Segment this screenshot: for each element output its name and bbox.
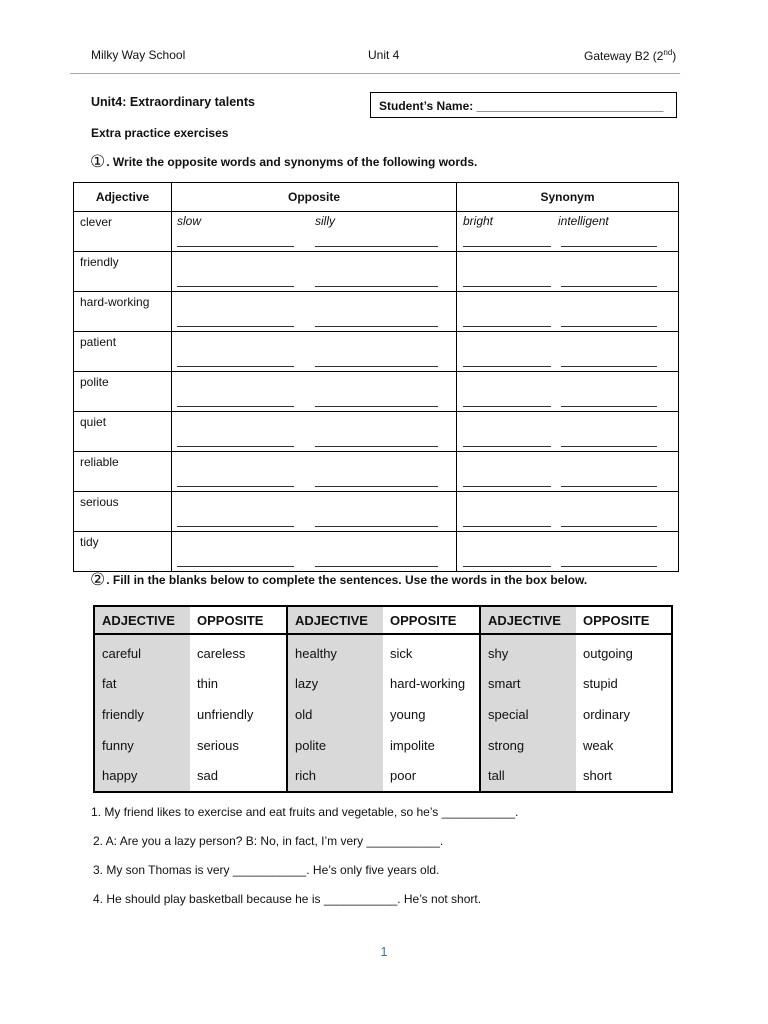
opposite-cell [172, 452, 457, 492]
word-box-row [94, 669, 672, 700]
adjective-word: strong [480, 730, 576, 761]
synonym-blank-1[interactable] [463, 446, 551, 447]
header-synonym: Synonym [457, 183, 679, 212]
adjective-cell: patient [74, 332, 172, 372]
adjective-row [74, 532, 679, 572]
opposite-word: ordinary [583, 706, 630, 722]
synonym-blank-2[interactable] [561, 286, 657, 287]
opposite-word: poor [383, 760, 480, 792]
synonym-blank-1[interactable] [463, 526, 551, 527]
opposite-blank-1[interactable] [177, 446, 294, 447]
synonym-blank-1[interactable] [463, 246, 551, 247]
adjective-cell: polite [74, 372, 172, 412]
section1-number: ① [90, 152, 106, 171]
synonym-blank-2[interactable] [561, 366, 657, 367]
word-box-header: OPPOSITE [383, 606, 480, 634]
synonym-answer-1: bright [463, 214, 494, 228]
opposite-cell [172, 252, 457, 292]
adjective-row [74, 452, 679, 492]
adjective-word: tall [480, 760, 576, 792]
word-box-header: ADJECTIVE [94, 606, 190, 634]
synonym-blank-2[interactable] [561, 566, 657, 567]
synonym-blank-2[interactable] [561, 446, 657, 447]
opposite-word: unfriendly [190, 699, 287, 730]
synonym-cell [457, 332, 679, 372]
opposite-cell [172, 332, 457, 372]
synonym-blank-2[interactable] [561, 526, 657, 527]
school-name: Milky Way School [91, 48, 186, 62]
adjective-cell: hard-working [74, 292, 172, 332]
opposite-word: outgoing [583, 645, 633, 661]
synonym-blank-2[interactable] [561, 326, 657, 327]
synonym-cell [457, 532, 679, 572]
section2-instruction: ②. Fill in the blanks below to complete the sentences. Use the words in the box below. [90, 570, 588, 589]
adjective-word: polite [287, 730, 383, 761]
synonym-cell [457, 452, 679, 492]
word-box-header: OPPOSITE [190, 606, 287, 634]
adjective-cell: reliable [74, 452, 172, 492]
adjective-row [74, 212, 679, 252]
synonym-blank-1[interactable] [463, 566, 551, 567]
opposite-answer-1: slow [177, 214, 202, 228]
synonym-cell [457, 292, 679, 332]
synonym-cell [457, 412, 679, 452]
header-adjective: Adjective [74, 183, 172, 212]
adjective-cell: tidy [74, 532, 172, 572]
header-divider [70, 73, 680, 74]
word-box-row [94, 730, 672, 761]
adjective-row [74, 492, 679, 532]
word-box-row [94, 634, 672, 669]
adjective-row [74, 372, 679, 412]
opposite-blank-2[interactable] [315, 286, 438, 287]
word-box-header: OPPOSITE [576, 606, 672, 634]
opposite-word: short [583, 768, 612, 784]
word-box-table [93, 605, 673, 793]
opposite-answer-2: silly [315, 214, 335, 228]
synonym-blank-2[interactable] [561, 486, 657, 487]
opposite-word: sad [190, 760, 287, 792]
sentence-1: 1. My friend likes to exercise and eat fruits and vegetable, so he’s ___________. [91, 805, 519, 819]
adjective-row [74, 252, 679, 292]
opposite-blank-1[interactable] [177, 406, 294, 407]
adjective-row [74, 332, 679, 372]
opposite-word: hard-working [383, 669, 480, 700]
synonym-opposite-table [73, 182, 679, 572]
synonym-blank-1[interactable] [463, 406, 551, 407]
word-box-header: ADJECTIVE [287, 606, 383, 634]
opposite-cell [172, 532, 457, 572]
student-name-field[interactable]: Student’s Name: ____________________________ [370, 92, 677, 118]
adjective-row [74, 412, 679, 452]
opposite-blank-2[interactable] [315, 366, 438, 367]
page-number: 1 [380, 944, 388, 959]
opposite-word: impolite [383, 730, 480, 761]
synonym-blank-1[interactable] [463, 366, 551, 367]
adjective-word: careful [94, 634, 190, 669]
unit-label: Unit 4 [368, 48, 400, 62]
adjective-cell: friendly [74, 252, 172, 292]
adjective-word: smart [480, 669, 576, 700]
opposite-word: stupid [583, 676, 618, 692]
opposite-cell [172, 492, 457, 532]
synonym-blank-1[interactable] [463, 326, 551, 327]
section2-number: ② [90, 570, 106, 589]
adjective-word: happy [94, 760, 190, 792]
word-box-row [94, 760, 672, 792]
opposite-blank-2[interactable] [315, 326, 438, 327]
opposite-blank-1[interactable] [177, 486, 294, 487]
course-label: Gateway B2 (2nd) [584, 48, 677, 63]
opposite-word: weak [583, 737, 614, 753]
opposite-cell [172, 212, 457, 252]
opposite-blank-1[interactable] [177, 286, 294, 287]
synonym-blank-2[interactable] [561, 246, 657, 247]
adjective-word: healthy [287, 634, 383, 669]
synonym-blank-1[interactable] [463, 286, 551, 287]
adjective-word: friendly [94, 699, 190, 730]
adjective-cell: clever [74, 212, 172, 252]
opposite-word: young [383, 699, 480, 730]
sentence-3: 3. My son Thomas is very ___________. He’s only five years old. [93, 863, 440, 877]
synonym-blank-1[interactable] [463, 486, 551, 487]
opposite-blank-1[interactable] [177, 326, 294, 327]
synonym-cell [457, 492, 679, 532]
opposite-blank-1[interactable] [177, 566, 294, 567]
adjective-word: shy [480, 634, 576, 669]
adjective-cell: quiet [74, 412, 172, 452]
opposite-cell [172, 412, 457, 452]
opposite-blank-2[interactable] [315, 566, 438, 567]
synonym-answer-2: intelligent [558, 214, 609, 228]
opposite-cell [172, 292, 457, 332]
worksheet-title: Unit4: Extraordinary talents [91, 95, 255, 109]
opposite-word: thin [190, 669, 287, 700]
word-box-row [94, 699, 672, 730]
opposite-cell [172, 372, 457, 412]
opposite-blank-2[interactable] [315, 246, 438, 247]
adjective-cell: serious [74, 492, 172, 532]
adjective-word: special [480, 699, 576, 730]
word-box-header: ADJECTIVE [480, 606, 576, 634]
adjective-word: fat [94, 669, 190, 700]
adjective-word: old [287, 699, 383, 730]
opposite-blank-1[interactable] [177, 246, 294, 247]
opposite-blank-2[interactable] [315, 526, 438, 527]
synonym-cell [457, 212, 679, 252]
sentence-2: 2. A: Are you a lazy person? B: No, in fact, I’m very ___________. [93, 834, 444, 848]
opposite-word: serious [190, 730, 287, 761]
adjective-row [74, 292, 679, 332]
opposite-blank-1[interactable] [177, 526, 294, 527]
worksheet-subtitle: Extra practice exercises [91, 126, 229, 140]
opposite-blank-2[interactable] [315, 446, 438, 447]
synonym-cell [457, 372, 679, 412]
opposite-blank-2[interactable] [315, 406, 438, 407]
section1-instruction: ①. Write the opposite words and synonyms of the following words. [90, 152, 478, 171]
adjective-word: lazy [287, 669, 383, 700]
adjective-word: rich [287, 760, 383, 792]
adjective-word: funny [94, 730, 190, 761]
sentence-4: 4. He should play basketball because he is ___________. He’s not short. [93, 892, 482, 906]
opposite-word: sick [383, 634, 480, 669]
header-opposite: Opposite [172, 183, 457, 212]
opposite-word: careless [190, 634, 287, 669]
opposite-blank-2[interactable] [315, 486, 438, 487]
opposite-blank-1[interactable] [177, 366, 294, 367]
synonym-blank-2[interactable] [561, 406, 657, 407]
synonym-cell [457, 252, 679, 292]
